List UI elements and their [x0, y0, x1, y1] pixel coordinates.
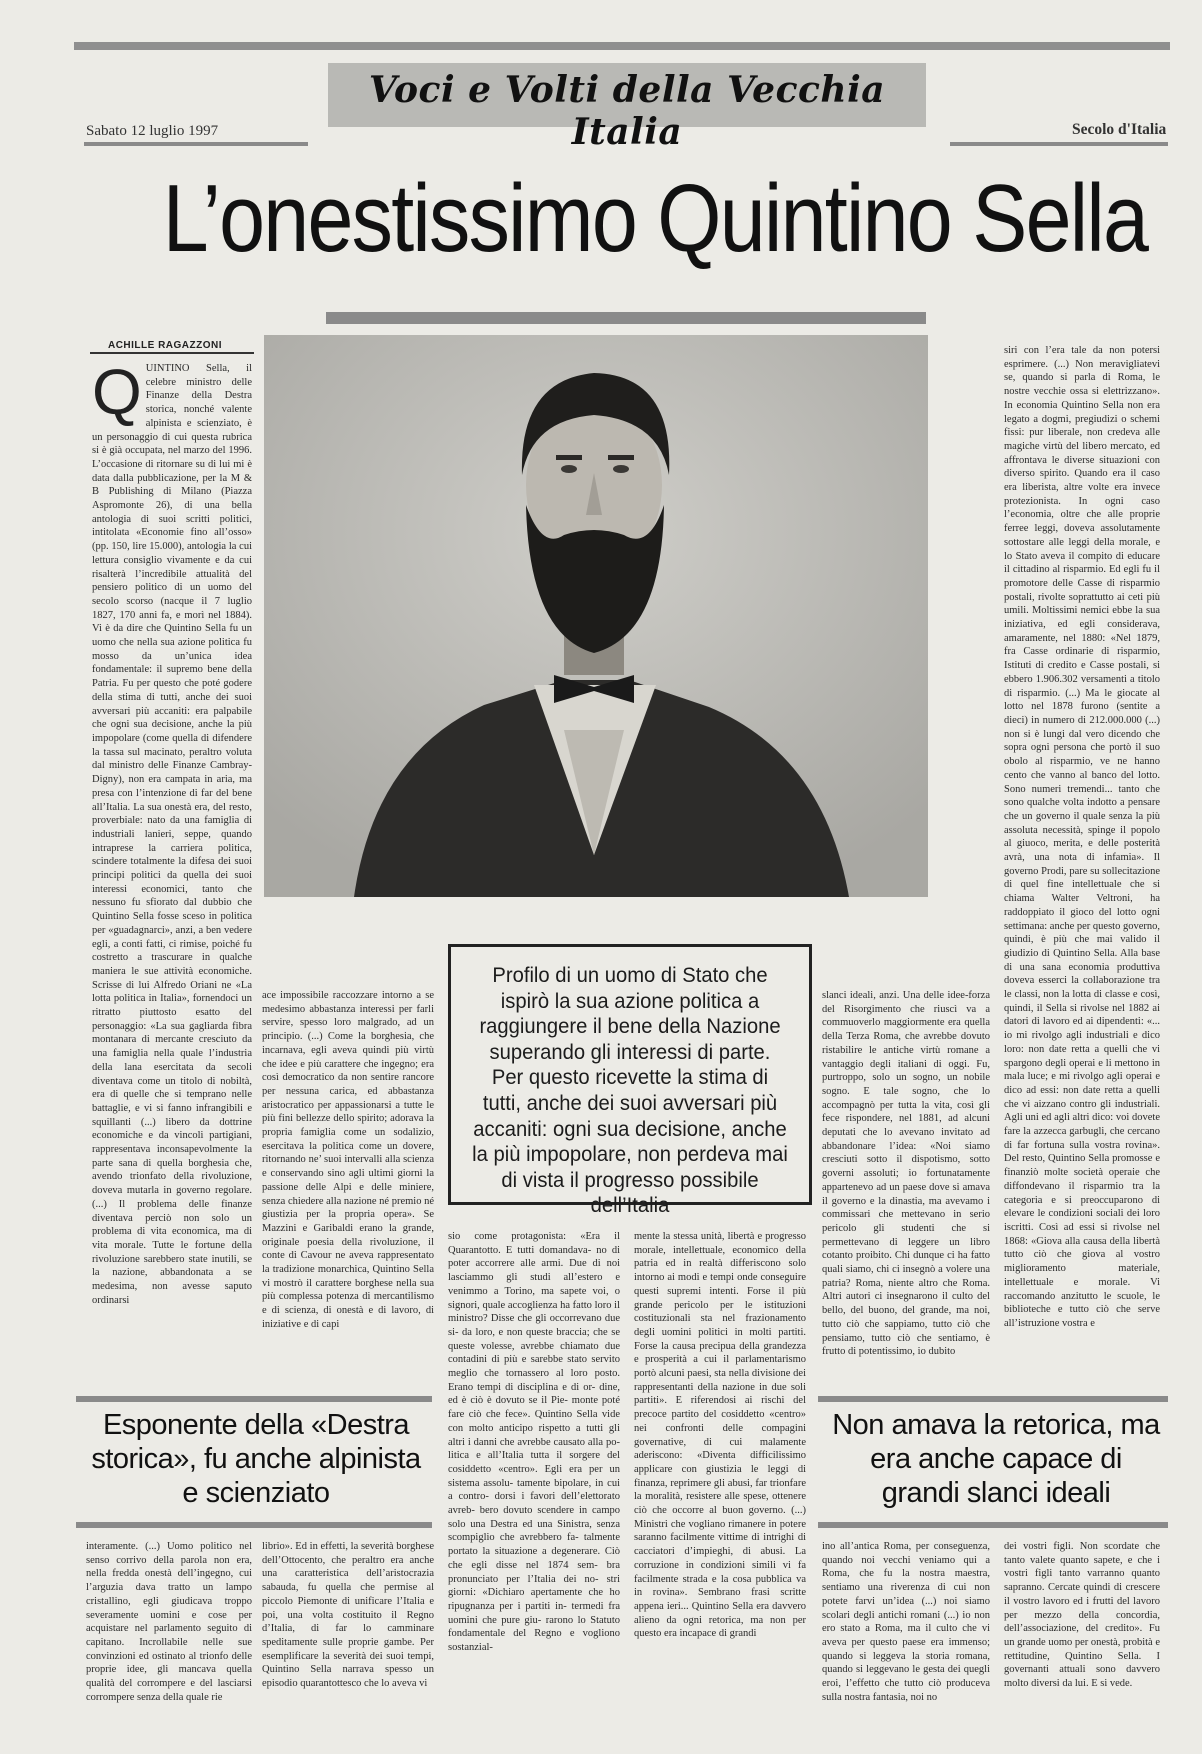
top-border-rule — [74, 42, 1170, 50]
column-4-text: mente la stessa unità, libertà e progresso morale, intellettuale, economico della patria ed in realtà differiscono solo intorno ai modi e tempi onde conseguire questi supremi intenti. Forse il più grande pericolo per le istituzioni costituzionali sta nel frazionamento degli uomini politici in molti partiti. Forse la causa precipua della grandezza e prosperità a cui il parlamentarismo portò alcuni paesi, sta nella divisione dei rappresentanti della nazione in due soli partiti». E riferendosi ai rischi del precoce partito del cosiddetto «centro» nei confronti delle compagini governative, di cui malamente aderiscono: «Diventa difficilissimo applicare con giustizia le leggi di finanza, reprimere gli abusi, far trionfare la moralità, resistere alle spese, ottenere ciò che occorre al buon governo. (...) Ministri che vogliano rimanere in potere saranno facilmente vittime di intrighi di cacciatori d’impieghi, di abusi. La corruzione in condizioni simili vi fa facilmente strada e la cosa pubblica va in rovina». Sembrano frasi scritte appena ieri... Quintino Sella era davvero alieno da ogni retorica, ma non per questo era incapace di grandi — [634, 1231, 806, 1640]
newspaper-name: Secolo d'Italia — [1072, 121, 1167, 138]
subhead-left: Esponente della «Destra storica», fu anche alpinista e scienziato — [91, 1409, 421, 1509]
column-6-text: siri con l’era tale da non potersi esprimere. (...) Non meravigliatevi se, quando si parla di Roma, le nostre vecchie ossa si elettrizzano». In economia Quintino Sella non era legato a dogmi, pregiudizi o schemi fissi: pur liberale, non credeva alle magiche virtù del libero mercato, ed affrontava le diverse situazioni con diverso spirito. Quando era il caso era liberista, altre volte era invece protezionista. In ogni caso l’economia, oltre che alle proprie ferree leggi, doveva assolutamente sottostare alle leggi della morale, e lo Stato aveva il compito di educare il cittadino al risparmio. Ed egli fu il promotore delle Casse di risparmio postali, rivolte soprattutto ai ceti più umili. Moltissimi nemici ebbe la sua iniziativa, ed egli considerava, amaramente, nel 1880: «Nel 1879, fra Casse ordinarie di risparmio, Istituti di credito e Casse postali, si ebbero 1.906.302 versamenti a titolo di risparmio. (...) Ma le giocate al lotto nel 1878 furono (sentite a dieci) in numero di 212.000.000 (...) non si è lungi dal vero dicendo che sopra ogni persona che portò il suo obolo al risparmio, ve ne hanno cento che vanno al banco del lotto. Sono numeri tremendi... tanto che sono qualche volta indotto a pensare che un governo il quale senza la più assoluta necessità, spinge il popolo al giuoco, merita, e delle posterità avrà, una nota di infamia». Il governo Prodi, pare su sollecitazione di quel fine intellettuale che si chiama Walter Veltroni, ha raddoppiato il gioco del lotto ogni settimana: anche per questo governo, quindi, è più che mai valido il giudizio di Quintino Sella. Alla base di una sana economia produttiva doveva esserci la collaborazione tra le classi, non la lotta di classe e così, quindi, il Sella si rivolse nel 1882 ai datori di lavoro ed ai dipendenti: «... io mi rivolgo agli industriali e dico loro: non date retta a quelli che vi spargono degli operai e li mettono in mala luce; e mi rivolgo agli operai e dico ad essi: non date retta a quelli che vi aizzano contro gli industriali. Agli uni ed agli altri dico: voi dovete fare la azzecca garbugli, che cercano di far fortuna sulla vostra rovina». Del resto, Quintino Sella promosse e finanziò molte società operaie che diffondevano il risparmio tra la categoria e si preoccuparono di elevare le condizioni sociali dei loro iscritti. Così ad essi si rivolse nel 1868: «Giova alla causa della libertà tutto ciò che giova al vostro miglioramento materiale, intellettuale e morale. Vi raccomando anzitutto le scuole, le biblioteche e tutto ciò che serve all’istruzione vostra e — [1004, 345, 1160, 1329]
dropcap: Q — [92, 356, 142, 428]
subhead-right-bottom-rule — [818, 1522, 1168, 1528]
column-bottom-3 — [822, 1540, 990, 1742]
subhead-left-bottom-rule — [76, 1522, 432, 1528]
column-5-text: slanci ideali, anzi. Una delle idee-forza del Risorgimento che riuscì va a commuoverlo maggiormente era quella della Terza Roma, che avrebbe dovuto ristabilire le antiche virtù romane a vantaggio degli italiani di oggi. Fu, purtroppo, solo un sogno, un nobile sogno. E tale sogno, che lo accompagnò per tutta la vita, così gli fece rispondere, nel 1881, ad alcuni deputati che lo avevano invitato ad abbandonare l’idea: «Noi siamo cresciuti sotto il dispotismo, sotto governi assoluti; io fortunatamente appartenevo ad un paese dove si amava il governo e la dinastia, ma avevamo i commissari che mettevano in serio pericolo gli studenti che si permettevano di leggere un libro cotanto proibito. Chi dunque ci ha fatto quali siamo, chi ci insegnò a volere una patria? Roma, niente altro che Roma. Altri autori ci insegnarono il culto del bello, del buono, del grande, ma noi, tutto ciò che sappiamo, tutto ciò che pensiamo, tutto ciò che sentiamo, è frutto di potentissimo, io dubito — [822, 990, 990, 1358]
column-1-text: UINTINO Sella, il celebre ministro delle Finanze della Destra storica, nonché valente alpinista e scienziato, è un personaggio di cui questa rubrica si è già occupata, nel marzo del 1996. L’occasione di ritornare su di lui mi è data dalla pubblicazione, per la M & B Publishing di Milano (Piazza Aspromonte 26), di una bella antologia di suoi scritti politici, intitolata «Economie fino all’osso» (pp. 150, lire 15.000), antologia la cui lettura consiglio vivamente e da cui risalterà l’incredibile attualità del pensiero politico di un uomo del secolo scorso (nacque il 7 luglio 1827, 170 anni fa, e morì nel 1884). Vi è da dire che Quintino Sella fu un uomo che nella sua azione politica fu mosso da un’unica idea fondamentale: il supremo bene della Patria. Fu per questo che poté godere della stima di tutti, anche dei suoi avversari più accaniti: era palpabile che ogni sua decisione, anche la più impopolare (come quella di difendere la tassa sul macinato, peraltro voluta dal ministro delle Finanze Cambray-Digny), non era campata in aria, ma presa con l’intenzione di far del bene all’Italia. La sua onestà era, del resto, proverbiale: nato da una famiglia di industriali lanieri, seppe, quando intraprese la carriera politica, scindere totalmente la difesa dei suoi principi politici da quella dei suoi interessi economici, tanto che nessuno fu sfiorato dal dubbio che Quintino Sella fosse sceso in politica per «guadagnarci», anzi, a ben vedere egli, a conti fatti, ci rimise, poiché fu costretto a trascurare in qualche maniera le sue attività economiche. Scrisse di lui Alfredo Oriani ne «La lotta politica in Italia», fornendoci un ritratto piuttosto esatto del personaggio: «La sua gagliarda fibra montanara di mercante cresciuto da una famiglia nella quale l’industria della lana esercitata da secoli diventava come un titolo di nobiltà, era di quelle che si temprano nelle battaglie, e vi si fanno infrangibili e squillanti (...) libero da dottrine economiche e da vincoli partigiani, rappresentava inconsapevolmente la parte sana di quella borghesia che, avendo trionfato della rivoluzione, doveva mutarla in governo regolare. (...) Il problema delle finanze diventava perciò non solo un problema di vita economica, ma di vita morale. Tutte le fortune della rivoluzione sarebbero state inutili, se la nazione, abbandonata a se medesima, non avesse saputo ordinarsi — [92, 363, 252, 1306]
portrait-photo — [264, 335, 928, 897]
subhead-right-top-rule — [818, 1396, 1168, 1402]
column-1 — [92, 356, 252, 1306]
column-bottom-4 — [1004, 1540, 1160, 1742]
column-3-text: sio come protagonista: «Era il Quarantotto. E tutti domandava- no di poter accorrere alle armi. Due di noi lasciammo gli studi all’estero e venimmo a Torino, ma sapete voi, o signori, quale accoglienza ha fatto loro il ministro? Disse che gli occorrevano due si- da loro, e non queste braccia; che se queste volesse, avrebbe chiamato due contadini di più e sarebbe stato servito meglio che tornassero al loro posto. Erano tempi di disciplina e di or- dine, ed è ciò è dovuto se il Pie- monte poté fare ciò che fece». Quintino Sella vide con molto anticipo rispetto a tutti gli altri i danni che avrebbe causato alla po- litica e all’Italia tutta il sorgere del cosiddetto «centro». Egli era per un sistema assolu- tamente bipolare, in cui a contro- dorsi i favori dell’elettorato avreb- bero dovuto scendere in campo solo una Destra ed una Sinistra, senza scompiglio che avrebbero fa- talmente portato la situazione a degenerare. Ciò che egli disse nel 1874 sem- bra pronunciato per l’Italia dei no- stri giorni: «Dichiaro apertamente che ho ripugnanza per i partiti in- termedi fra uomini che pure giu- rarono lo Statuto fondamentale del Regno e vogliono sostanzial- — [448, 1231, 620, 1654]
column-6 — [1004, 344, 1160, 1384]
column-bottom-4-text: dei vostri figli. Non scordate che tanto valete quanto sapete, e che i vostri figli tanto varranno quanto sapranno. Cercate quindi di crescere il vostro lavoro ed i frutti del lavoro per mezzo della concordia, dell’associazione, del credito». Fu un grande uomo per onestà, probità e rettitudine, Quintino Sella. I governanti attuali sono davvero molto diversi da lui. E si vede. — [1004, 1541, 1160, 1690]
issue-date: Sabato 12 luglio 1997 — [86, 123, 219, 139]
masthead-banner — [328, 63, 926, 153]
subhead-right: Non amava la retorica, ma era anche capace di grandi slanci ideali — [832, 1409, 1160, 1509]
byline: ACHILLE RAGAZZONI — [107, 340, 223, 351]
column-bottom-2 — [262, 1540, 434, 1742]
masthead-left-rule — [84, 142, 308, 146]
column-bottom-1-text: interamente. (...) Uomo politico nel senso corrivo della parola non era, nella fredda onestà dell’ingegno, cui l’arguzia dava tratto un lampo cristallino, egli giudicava troppo severamente uomini e cose per acquistare nel parlamento seguito di capitano. Incrollabile nelle sue convinzioni ed ostinato al trionfo delle proprie idee, gli mancava quella qualità del corrompere e del lasciarsi corrompere senza della quale rie — [86, 1541, 252, 1703]
pullquote: Profilo di un uomo di Stato che ispirò la sua azione politica a raggiungere il bene della Nazione superando gli interessi di parte. Per questo ricevette la stima di tutti, anche dei suoi avversari più accaniti: ogni sua decisione, anche la più impopolare, non perdeva mai di vista il progresso possibile dell’Italia — [472, 963, 788, 1218]
column-bottom-1 — [86, 1540, 252, 1742]
subhead-left-top-rule — [76, 1396, 432, 1402]
photo-top-rule — [326, 312, 926, 324]
series-title: Voci e Volti della Vecchia Italia — [368, 69, 886, 153]
masthead-right-rule — [950, 142, 1168, 146]
column-bottom-2-text: librio». Ed in effetti, la severità borghese dell’Ottocento, che peraltro era anche una caratteristica dell’aristocrazia sabauda, fu quella che permise al piccolo Piemonte di unificare l’Italia e poi, una volta costituito il Regno d’Italia, di far lo camminare speditamente sulle proprie gambe. Per esemplificare la severità dei suoi tempi, Quintino Sella narrava spesso un episodio quarantottesco che lo aveva vi — [262, 1541, 434, 1690]
column-2 — [262, 989, 434, 1330]
pullquote-box — [448, 944, 812, 1218]
column-2-text: ace impossibile raccozzare intorno a se medesimo abbastanza interessi per farli servire, spesso loro malgrado, ad un principio. (...) Come la borghesia, che incarnava, egli aveva quindi più virtù che idee e più carattere che ingegno; era così democratico da non sentire rancore per nessuna carica, ed abbastanza aristocratico per appassionarsi a tutte le più fini bellezze dello spirito; adorava la propria famiglia come un sodalizio, esercitava la politica come un dovere, ritornando ne’ suoi intervalli alla scienza e conservando sino agli ultimi giorni la passione delle Alpi e delle miniere, senza chiedere alla nazione né premio né giustizia per la propria opera». Se Mazzini e Garibaldi erano la grande, originale poesia della rivoluzione, il conte di Cavour ne aveva rappresentato la tradizione monarchica, Quintino Sella vi mostrò il carattere borghese nella sua più complessa potenza di mercantilismo e di scienza, di onestà e di lavoro, di iniziative e di capi — [262, 990, 434, 1330]
headline: L’onestissimo Quintino Sella — [162, 165, 1148, 272]
portrait-illustration — [264, 335, 928, 897]
column-bottom-3-text: ino all’antica Roma, per conseguenza, quando noi vecchi veniamo qui a Roma, che fu la nostra maestra, sentiamo una riverenza di cui non potete farvi un’idea (...) noi siamo scolari degli antichi romani (...) io non ero stato a Roma, ma il culto che vi aveva per questo paese era immenso; quando si leggeva la storia romana, quando si leggevano le gesta dei quegli eroi, l’effetto che tutto ciò produceva sulla nostra fantasia, noi no — [822, 1541, 990, 1703]
column-5 — [822, 989, 990, 1358]
column-4 — [634, 1230, 806, 1640]
byline-rule — [90, 352, 254, 354]
column-3 — [448, 1230, 620, 1654]
